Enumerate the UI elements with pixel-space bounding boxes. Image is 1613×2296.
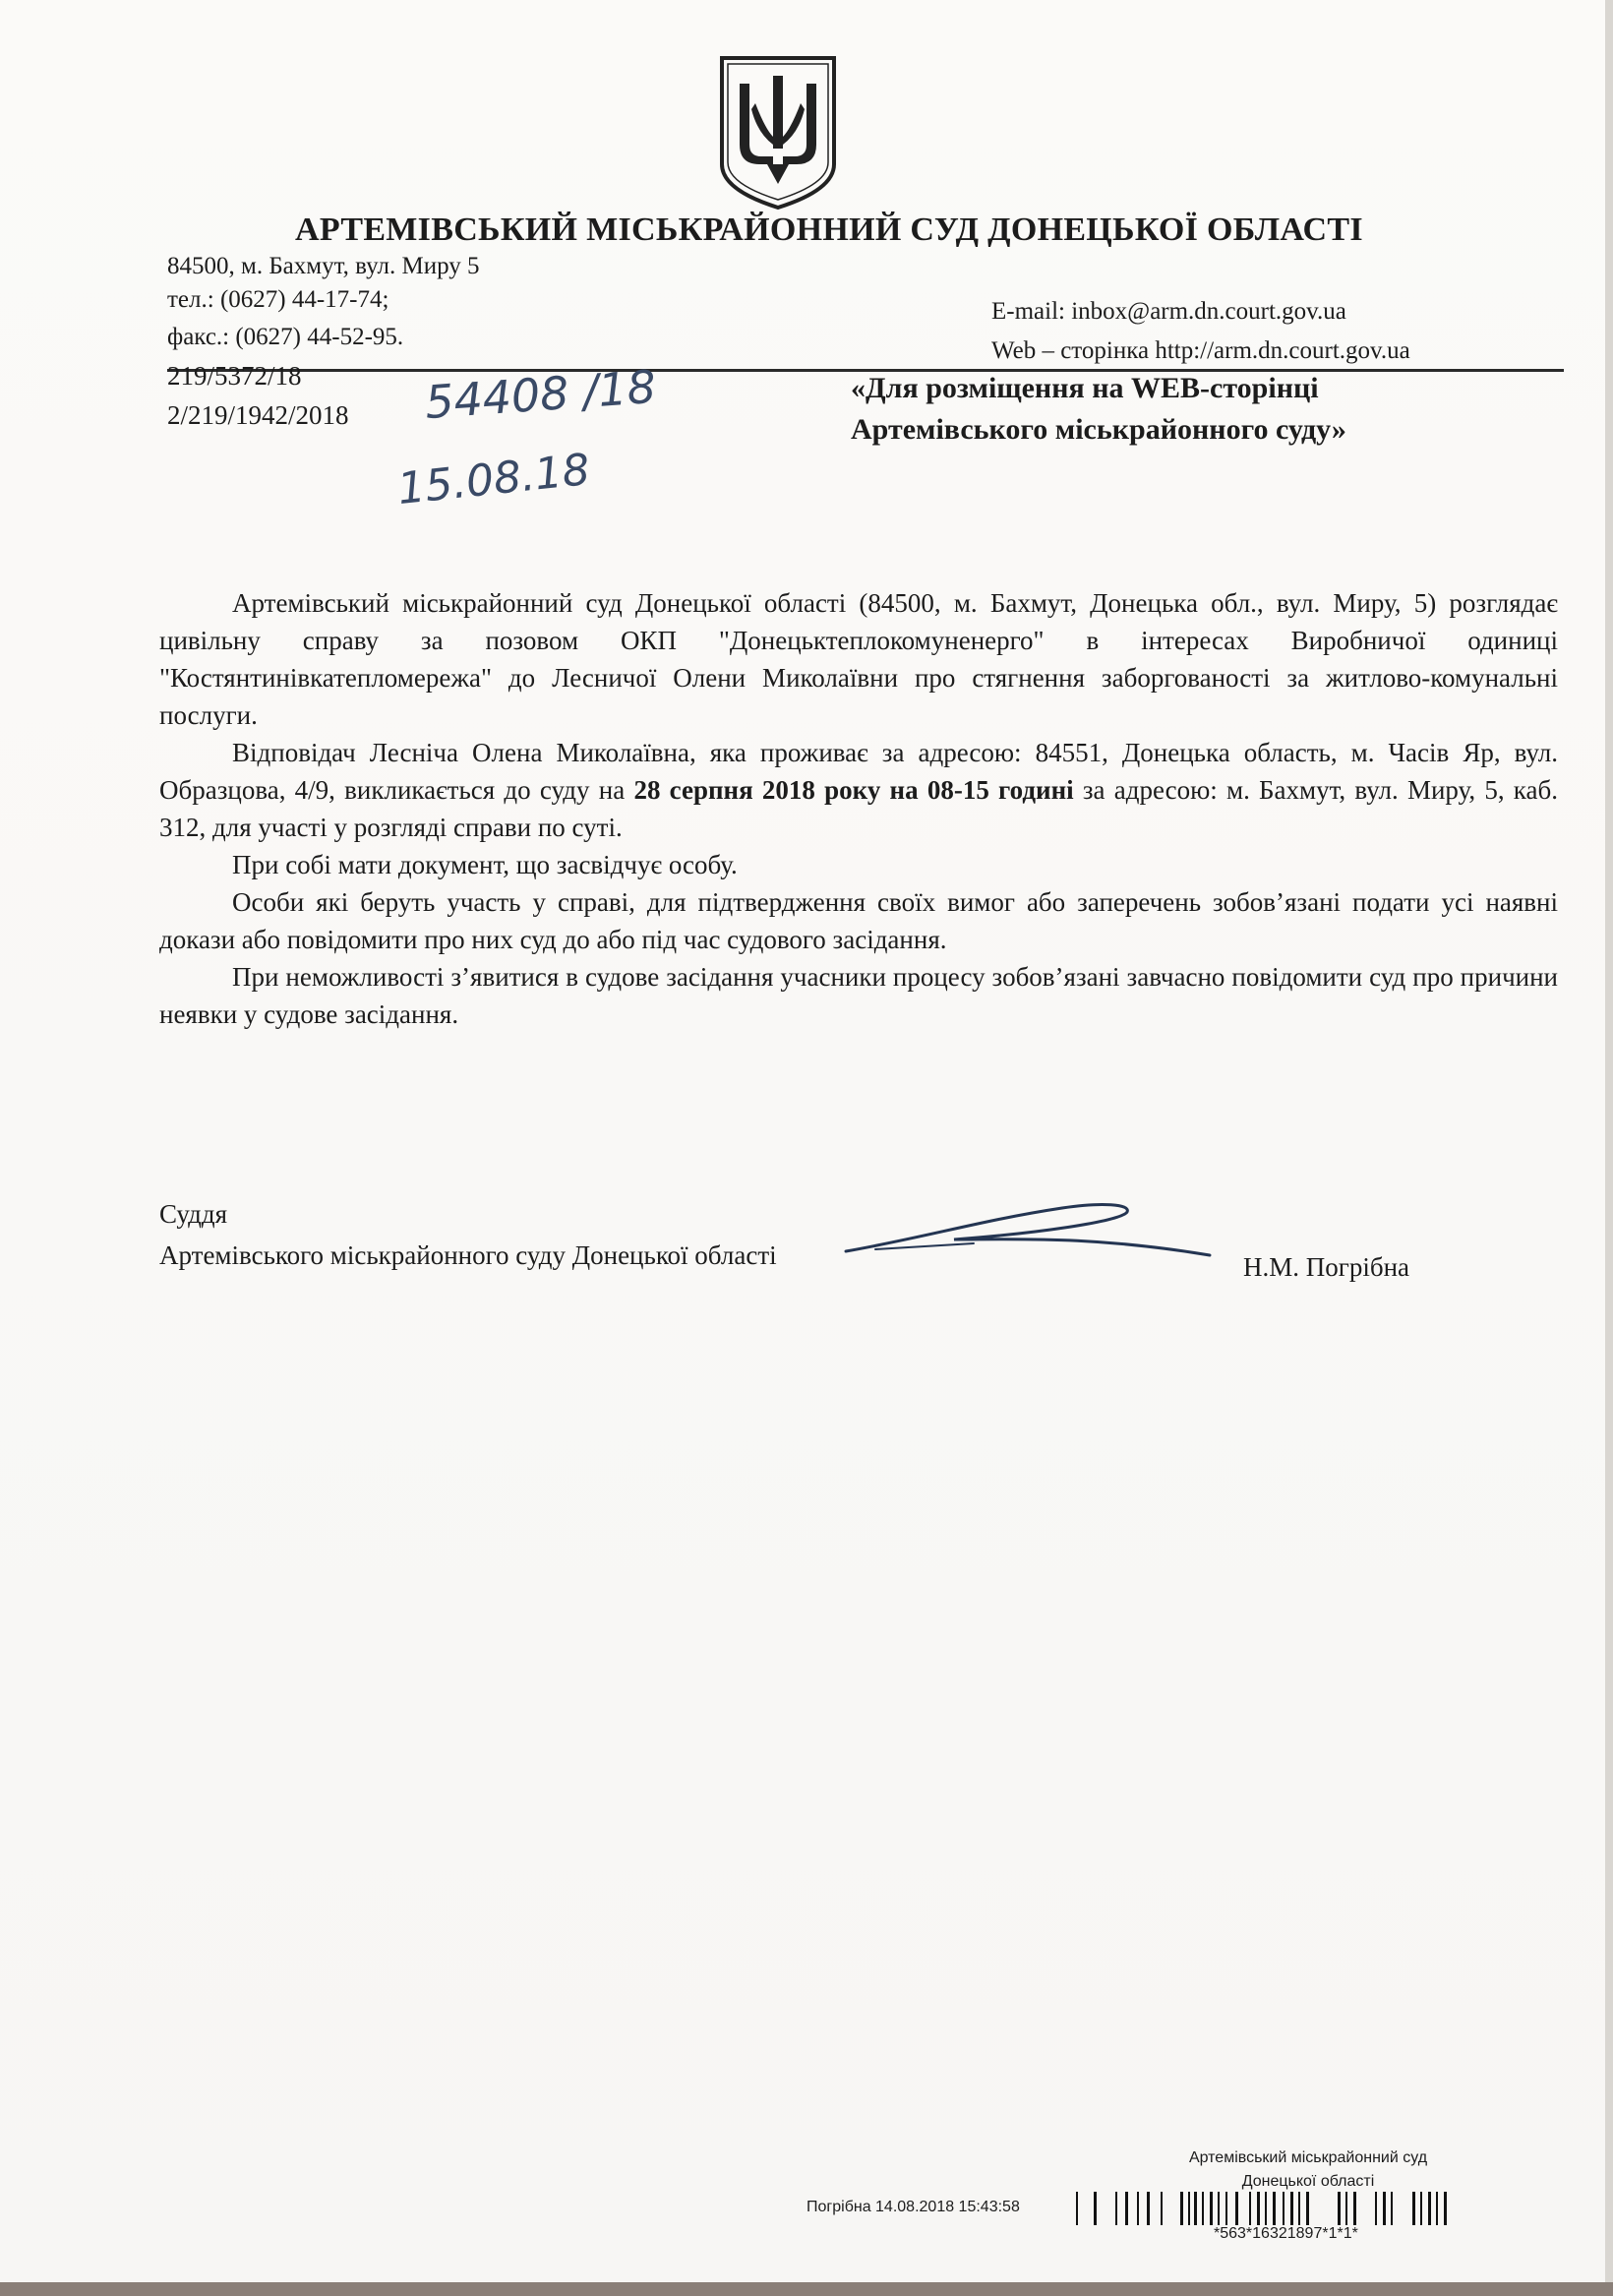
web-publication-note xyxy=(851,368,1346,451)
signature-court: Артемівського міськрайонного суду Донецької області xyxy=(159,1240,777,1270)
page-edge-bottom xyxy=(0,2282,1613,2296)
summons-text-end: за адресою: м. Бахмут, вул. Миру, 5, каб. 312, для участі у розгляді справи по суті. xyxy=(159,775,1558,842)
hearing-datetime: 28 серпня 2018 року на 08-15 годині xyxy=(633,775,1074,805)
notice-body xyxy=(159,584,1558,1033)
stamp-registration-info: Погрібна 14.08.2018 15:43:58 xyxy=(806,2199,1020,2215)
barcode-number: *563*16321897*1*1* xyxy=(1214,2225,1358,2242)
reference-number-2: 2/219/1942/2018 xyxy=(167,400,349,430)
page-edge xyxy=(1605,0,1613,2296)
summons-text-start: Відповідач Лесніча Олена Миколаївна, яка проживає за адресою: 84551, Донецька область, м. Часів Яр, вул. Образцова, 4/9, викликається до суду на xyxy=(159,738,1558,805)
web-note-line-2: Артемівського міськрайонного суду» xyxy=(851,413,1346,446)
handwritten-registration-number: 54408 /18 xyxy=(423,359,658,430)
handwritten-date: 15.08.18 xyxy=(394,444,593,515)
paragraph-id: При собі мати документ, що засвідчує особу. xyxy=(232,850,738,879)
paragraph-summons xyxy=(159,734,1558,846)
signature-role: Суддя xyxy=(159,1199,228,1229)
court-phone: тел.: (0627) 44-17-74; xyxy=(167,286,389,313)
court-address: 84500, м. Бахмут, вул. Миру 5 xyxy=(167,253,480,279)
court-email: E-mail: inbox@arm.dn.court.gov.ua xyxy=(991,298,1346,325)
court-website: Web – сторінка http://arm.dn.court.gov.ua xyxy=(991,337,1410,364)
handwritten-signature xyxy=(836,1190,1220,1269)
court-title: АРТЕМІВСЬКИЙ МІСЬКРАЙОННИЙ СУД ДОНЕЦЬКОЇ ОБЛАСТІ xyxy=(295,211,1363,248)
court-fax: факс.: (0627) 44-52-95. xyxy=(167,324,404,350)
paragraph-evidence: Особи які беруть участь у справі, для підтвердження своїх вимог або заперечень зобов’язані подати усі наявні докази або повідомити про них суд до або під час судового засідання. xyxy=(159,887,1558,954)
paragraph-case: Артемівський міськрайонний суд Донецької області (84500, м. Бахмут, Донецька обл., вул. Миру, 5) розглядає цивільну справу за позовом ОКП "Донецьктеплокомуненерго" в інтересах Виробничої одиниці "Костянтинівкатепломережа" до Лесничої Олени Миколаївни про стягнення заборгованості за житлово-комунальні послуги. xyxy=(159,588,1558,730)
judge-name: Н.М. Погрібна xyxy=(1243,1252,1410,1282)
web-note-line-1: «Для розміщення на WEB-сторінці xyxy=(851,372,1319,404)
barcode xyxy=(1076,2192,1538,2225)
reference-number-1: 219/5372/18 xyxy=(167,361,302,391)
stamp-court-line-2: Донецької області xyxy=(1241,2173,1375,2190)
stamp-court-line-1: Артемівський міськрайонний суд xyxy=(1188,2149,1428,2166)
trident-emblem-icon xyxy=(716,54,840,211)
paragraph-absence: При неможливості з’явитися в судове засідання учасники процесу зобов’язані завчасно повідомити суд про причини неявки у судове засідання. xyxy=(159,962,1558,1029)
stamp-court xyxy=(1151,2146,1465,2194)
